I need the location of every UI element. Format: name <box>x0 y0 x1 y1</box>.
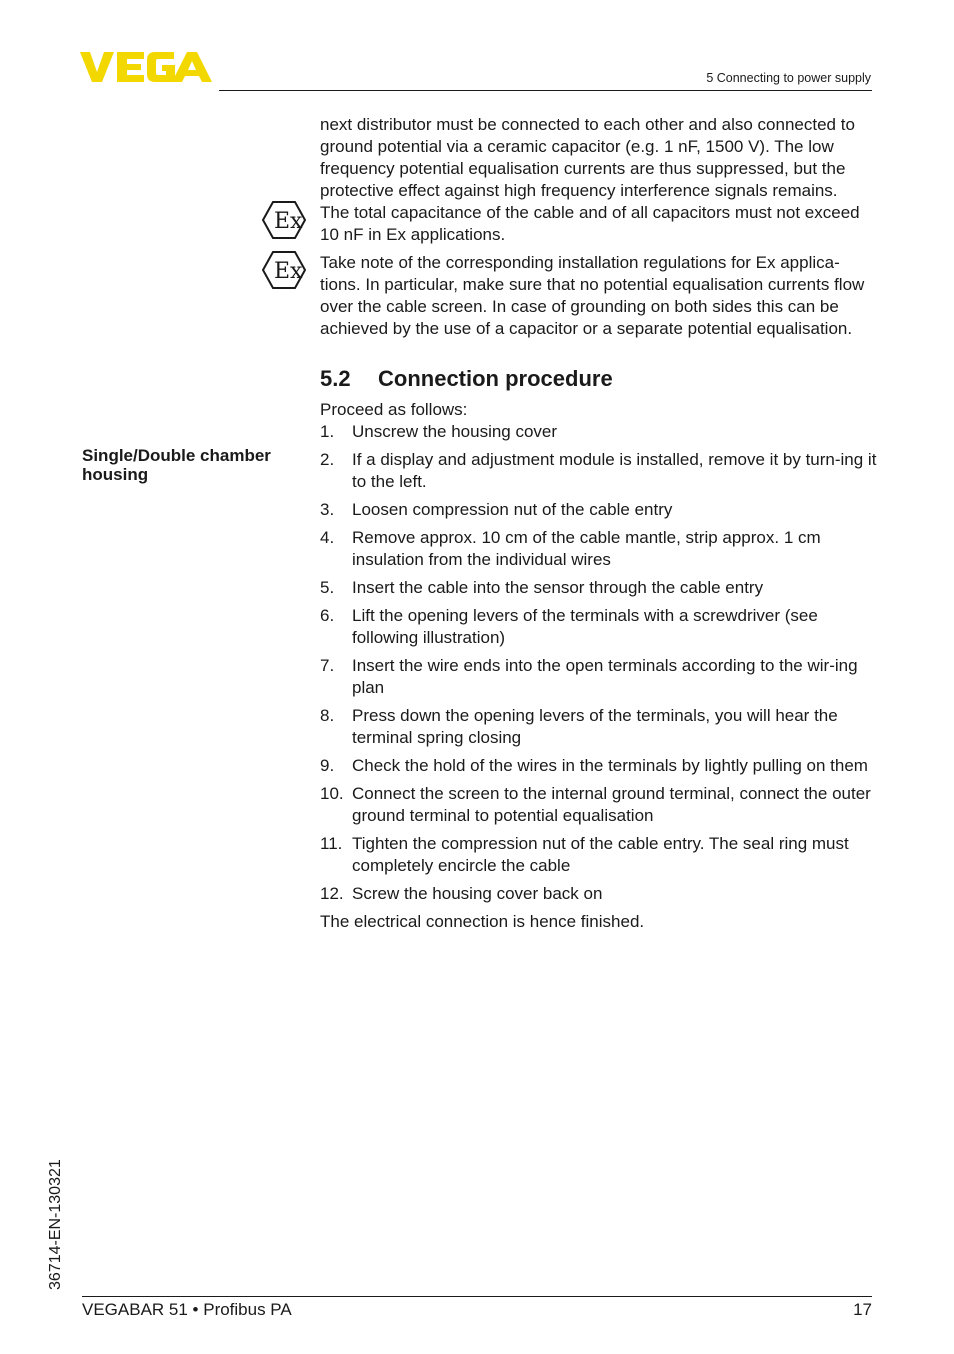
step-number: 10. <box>320 784 344 803</box>
list-item <box>320 755 880 777</box>
footer-rule <box>82 1296 872 1297</box>
list-item <box>320 883 880 905</box>
step-text: If a display and adjustment module is installed, remove it by turn-ing it to the left. <box>352 450 877 491</box>
step-number: 9. <box>320 756 335 775</box>
ex-note-text: The total capacitance of the cable and of all capacitors must not exceed 10 nF in Ex applications. <box>320 203 860 244</box>
main-content <box>274 114 880 933</box>
list-item <box>320 605 880 649</box>
section-heading <box>320 366 880 392</box>
step-number: 12. <box>320 884 344 903</box>
step-text: Loosen compression nut of the cable entry <box>352 500 673 519</box>
list-item <box>320 833 880 877</box>
svg-text:Ex: Ex <box>274 259 303 284</box>
vega-logo <box>80 50 212 84</box>
ex-note <box>274 252 880 340</box>
step-text: Connect the screen to the internal ground terminal, connect the outer ground terminal to potential equalisation <box>352 784 871 825</box>
step-number: 1. <box>320 422 335 441</box>
step-text: Unscrew the housing cover <box>352 422 558 441</box>
list-item <box>320 421 880 443</box>
chapter-header: 5 Connecting to power supply <box>706 71 871 85</box>
step-number: 3. <box>320 500 335 519</box>
page-number: 17 <box>853 1300 872 1319</box>
document-code: 36714-EN-130321 <box>47 1159 64 1290</box>
step-number: 6. <box>320 606 335 625</box>
step-text: Insert the cable into the sensor through the cable entry <box>352 578 764 597</box>
step-number: 4. <box>320 528 335 547</box>
step-text: Check the hold of the wires in the terminals by lightly pulling on them <box>352 756 868 775</box>
step-text: Insert the wire ends into the open terminals according to the wir-ing plan <box>352 656 858 697</box>
step-list <box>320 421 880 905</box>
list-item <box>320 577 880 599</box>
step-number: 5. <box>320 578 335 597</box>
list-item <box>320 705 880 749</box>
step-number: 2. <box>320 450 335 469</box>
step-number: 8. <box>320 706 335 725</box>
lead-text: Proceed as follows: <box>320 400 468 419</box>
list-item <box>320 527 880 571</box>
intro-paragraph: next distributor must be connected to each other and also connected to ground potential via a ceramic capacitor (e.g. 1 nF, 1500 V). The low frequency potential equalisation currents are thus suppressed, but the protective effect against high frequency interference signals remains. <box>320 115 855 200</box>
step-number: 11. <box>320 834 343 853</box>
header-rule <box>219 90 872 91</box>
list-item <box>320 655 880 699</box>
section-number: 5.2 <box>320 366 351 391</box>
step-text: Screw the housing cover back on <box>352 884 603 903</box>
ex-note-text: Take note of the corresponding installation regulations for Ex applica-tions. In particular, make sure that no potential equalisation currents flow over the cable screen. In case of grounding on both sides this can be achieved by the use of a capacitor or a separate potential equalisation. <box>320 253 865 338</box>
svg-text:Ex: Ex <box>274 209 303 234</box>
step-text: Press down the opening levers of the terminals, you will hear the terminal spring closing <box>352 706 838 747</box>
step-text: Lift the opening levers of the terminals with a screwdriver (see following illustration) <box>352 606 818 647</box>
ex-note <box>274 202 880 246</box>
step-text: Tighten the compression nut of the cable entry. The seal ring must completely encircle the cable <box>352 834 849 875</box>
list-item <box>320 783 880 827</box>
closing-text: The electrical connection is hence finished. <box>320 912 645 931</box>
footer-product: VEGABAR 51 • Profibus PA <box>82 1300 292 1319</box>
ex-icon <box>262 250 306 290</box>
step-number: 7. <box>320 656 335 675</box>
step-text: Remove approx. 10 cm of the cable mantle, strip approx. 1 cm insulation from the individual wires <box>352 528 821 569</box>
section-title: Connection procedure <box>378 366 613 391</box>
list-item <box>320 449 880 493</box>
margin-note: Single/Double chamber housing <box>82 446 271 484</box>
list-item <box>320 499 880 521</box>
ex-icon <box>262 200 306 240</box>
